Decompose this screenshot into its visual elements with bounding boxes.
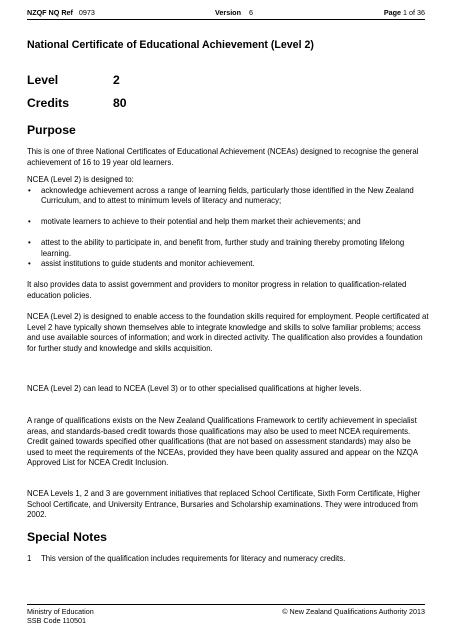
note-item bbox=[27, 554, 429, 565]
list-item-text: motivate learners to achieve to their potential and help them market their achievements; and bbox=[41, 217, 361, 226]
ref-value: 0973 bbox=[78, 8, 95, 17]
header-rule bbox=[27, 19, 425, 20]
paragraph-text: NCEA (Level 2) can lead to NCEA (Level 3) or to other specialised qualifications at higher levels. bbox=[27, 384, 362, 393]
paragraph bbox=[27, 312, 429, 354]
credits-value: 80 bbox=[113, 96, 127, 110]
designed-to-text bbox=[27, 175, 429, 186]
note-text: This version of the qualification includes requirements for literacy and numeracy credits. bbox=[41, 554, 346, 563]
level-row bbox=[27, 73, 120, 87]
intro-paragraph bbox=[27, 147, 429, 168]
version-label: Version bbox=[215, 8, 241, 17]
footer-copyright: © New Zealand Qualifications Authority 2013 bbox=[282, 607, 425, 616]
list-item-text: attest to the ability to participate in, and benefit from, further study and training thereby promoting lifelong learning. bbox=[41, 238, 405, 258]
paragraph-text: A range of qualifications exists on the New Zealand Qualifications Framework to certify achievement in specialist areas, and standards-based credit towards those qualifications may also be used to meet NCEA requirements. Credit gained towards specified other qualifications (that are not based on assessment standards) may also be used to meet the requirements of the NCEAs, provided they have been quality assured and appear on the NZQA Approved List for NCEA Credit Inclusion. bbox=[27, 416, 418, 467]
footer-ssb-code: SSB Code 110501 bbox=[27, 616, 87, 626]
paragraph bbox=[27, 416, 429, 469]
paragraph-text: NCEA Levels 1, 2 and 3 are government initiatives that replaced School Certificate, Sixth Form Certificate, Higher School Certificate, and University Entrance, Bursaries and Scholarship examinations. They were introduced from 2002. bbox=[27, 489, 421, 519]
list-item bbox=[27, 238, 429, 259]
paragraph-text: It also provides data to assist government and providers to monitor progress in relation to qualification-related education policies. bbox=[27, 280, 407, 300]
bullet-icon: • bbox=[28, 259, 31, 268]
list-item bbox=[27, 186, 429, 207]
note-number: 1 bbox=[27, 554, 32, 563]
bullet-icon: • bbox=[28, 238, 31, 247]
credits-row bbox=[27, 96, 127, 110]
level-label: Level bbox=[27, 73, 59, 87]
version-field bbox=[215, 8, 253, 18]
paragraph bbox=[27, 384, 429, 395]
page-title: National Certificate of Educational Achievement (Level 2) bbox=[27, 39, 314, 51]
list-item bbox=[27, 217, 429, 228]
ref-label: NZQF NQ Ref bbox=[27, 8, 73, 17]
designed-to-line: NCEA (Level 2) is designed to: bbox=[27, 175, 134, 184]
footer-ministry: Ministry of Education bbox=[27, 607, 94, 616]
page-number bbox=[384, 8, 425, 18]
paragraph-text: NCEA (Level 2) is designed to enable access to the foundation skills required for employment. People certificated at Level 2 have typically shown themselves able to integrate knowledge and skills to solve familiar problems; access and use available sources of information; and work in directed activity. The qualification also provides a foundation for further study and knowledge and skills acquisition. bbox=[27, 312, 429, 353]
credits-label: Credits bbox=[27, 96, 69, 110]
intro-text: This is one of three National Certificates of Educational Achievement (NCEAs) designed to recognise the general achievement of 16 to 19 year old learners. bbox=[27, 147, 419, 167]
bullet-icon: • bbox=[28, 185, 31, 195]
level-value: 2 bbox=[113, 73, 120, 87]
paragraph bbox=[27, 489, 429, 521]
version-value: 6 bbox=[248, 8, 253, 17]
page-label: Page bbox=[383, 8, 401, 17]
page-current: 1 bbox=[403, 8, 407, 17]
footer-left bbox=[27, 607, 94, 626]
ref-field bbox=[27, 8, 95, 18]
page-total: of 36 bbox=[409, 8, 425, 17]
list-item-text: acknowledge achievement across a range of learning fields, particularly those identified in the New Zealand Curriculum, and to attest to minimum levels of literacy and numeracy; bbox=[41, 185, 414, 205]
special-notes-heading: Special Notes bbox=[27, 530, 107, 544]
paragraph bbox=[27, 280, 429, 301]
purpose-heading: Purpose bbox=[27, 123, 76, 137]
bullet-icon: • bbox=[28, 217, 31, 226]
footer-rule bbox=[27, 604, 425, 605]
list-item-text: assist institutions to guide students and monitor achievement. bbox=[41, 259, 255, 268]
list-item bbox=[27, 259, 429, 270]
